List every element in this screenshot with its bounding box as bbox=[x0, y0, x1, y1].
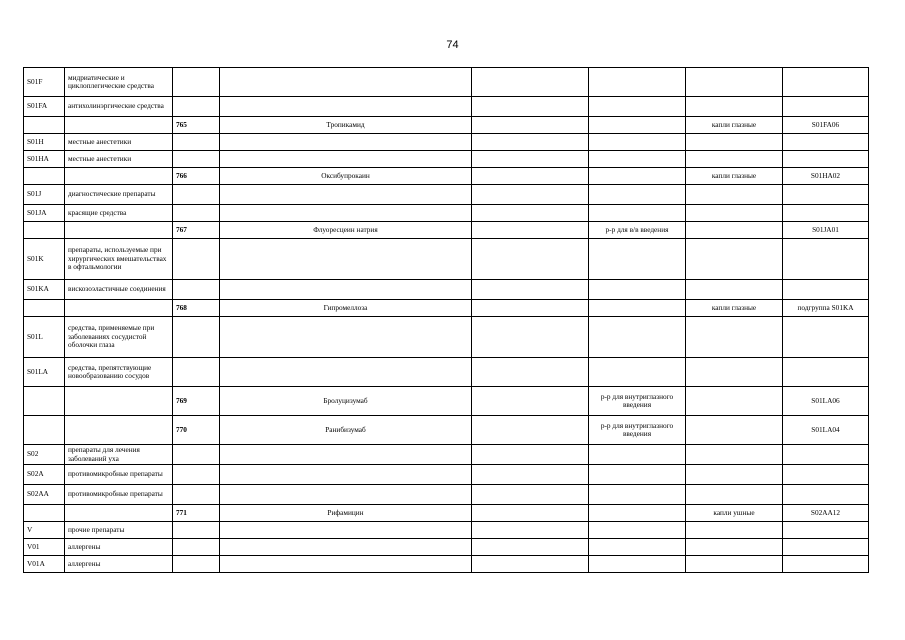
atc-code: S01LA06 bbox=[783, 387, 869, 416]
atc-code bbox=[783, 445, 869, 465]
atc-group-description: прочие препараты bbox=[65, 522, 173, 539]
atc-code: S01JA01 bbox=[783, 222, 869, 239]
dosage-form bbox=[589, 358, 686, 387]
atc-group-description: противомикробные препараты bbox=[65, 465, 173, 485]
item-number: 768 bbox=[173, 300, 220, 317]
drug-name bbox=[220, 239, 472, 280]
table-row bbox=[24, 239, 869, 280]
atc-group-description bbox=[65, 222, 173, 239]
atc-group-description: аллергены bbox=[65, 539, 173, 556]
atc-code bbox=[783, 556, 869, 573]
dosage-form bbox=[589, 300, 686, 317]
drug-name: Тропикамид bbox=[220, 117, 472, 134]
atc-code bbox=[783, 280, 869, 300]
atc-group-code: S02 bbox=[24, 445, 65, 465]
atc-group-description bbox=[65, 505, 173, 522]
atc-group-code: S01F bbox=[24, 68, 65, 97]
table-row bbox=[24, 205, 869, 222]
atc-group-code bbox=[24, 117, 65, 134]
form-detail bbox=[686, 239, 783, 280]
drug-name: Гипромеллоза bbox=[220, 300, 472, 317]
drug-name bbox=[220, 556, 472, 573]
form-detail bbox=[686, 539, 783, 556]
dosage-form bbox=[589, 97, 686, 117]
atc-group-code bbox=[24, 387, 65, 416]
atc-group-code: V01A bbox=[24, 556, 65, 573]
atc-group-description: препараты для лечения заболеваний уха bbox=[65, 445, 173, 465]
item-number bbox=[173, 134, 220, 151]
atc-code bbox=[783, 134, 869, 151]
item-number bbox=[173, 68, 220, 97]
form-detail bbox=[686, 97, 783, 117]
drug-name bbox=[220, 522, 472, 539]
item-number bbox=[173, 97, 220, 117]
atc-group-code: S01HA bbox=[24, 151, 65, 168]
table-row bbox=[24, 539, 869, 556]
atc-group-code bbox=[24, 416, 65, 445]
atc-group-description: мидриатические и циклоплегические средства bbox=[65, 68, 173, 97]
atc-code bbox=[783, 485, 869, 505]
atc-code bbox=[783, 151, 869, 168]
form-detail bbox=[686, 485, 783, 505]
drug-name bbox=[220, 151, 472, 168]
blank-cell bbox=[472, 505, 589, 522]
item-number bbox=[173, 445, 220, 465]
blank-cell bbox=[472, 445, 589, 465]
drug-name: Рифамицин bbox=[220, 505, 472, 522]
atc-code: S01HA02 bbox=[783, 168, 869, 185]
atc-group-description: препараты, используемые при хирургических вмешательствах в офтальмологии bbox=[65, 239, 173, 280]
atc-group-code bbox=[24, 168, 65, 185]
dosage-form bbox=[589, 539, 686, 556]
dosage-form bbox=[589, 505, 686, 522]
drug-name bbox=[220, 485, 472, 505]
drug-name bbox=[220, 205, 472, 222]
blank-cell bbox=[472, 134, 589, 151]
atc-group-code: S01H bbox=[24, 134, 65, 151]
blank-cell bbox=[472, 539, 589, 556]
blank-cell bbox=[472, 556, 589, 573]
dosage-form bbox=[589, 239, 686, 280]
table-row bbox=[24, 387, 869, 416]
atc-group-description bbox=[65, 117, 173, 134]
form-detail bbox=[686, 134, 783, 151]
atc-group-code: S01JA bbox=[24, 205, 65, 222]
form-detail bbox=[686, 185, 783, 205]
atc-group-code: V bbox=[24, 522, 65, 539]
form-detail bbox=[686, 445, 783, 465]
dosage-form bbox=[589, 185, 686, 205]
atc-code bbox=[783, 358, 869, 387]
atc-group-code: S01LA bbox=[24, 358, 65, 387]
blank-cell bbox=[472, 97, 589, 117]
table-row bbox=[24, 358, 869, 387]
dosage-form bbox=[589, 151, 686, 168]
atc-group-code bbox=[24, 505, 65, 522]
item-number: 771 bbox=[173, 505, 220, 522]
form-detail bbox=[686, 416, 783, 445]
table-row bbox=[24, 222, 869, 239]
blank-cell bbox=[472, 358, 589, 387]
atc-code bbox=[783, 239, 869, 280]
atc-group-description: местные анестетики bbox=[65, 134, 173, 151]
dosage-form bbox=[589, 317, 686, 358]
blank-cell bbox=[472, 185, 589, 205]
atc-group-description: антихолинэргические средства bbox=[65, 97, 173, 117]
form-detail: капли глазные bbox=[686, 117, 783, 134]
table-row bbox=[24, 465, 869, 485]
atc-group-description bbox=[65, 416, 173, 445]
form-detail bbox=[686, 151, 783, 168]
atc-code bbox=[783, 522, 869, 539]
drug-name: Ранибизумаб bbox=[220, 416, 472, 445]
table-row bbox=[24, 151, 869, 168]
atc-group-code: S01FA bbox=[24, 97, 65, 117]
atc-code: S02AA12 bbox=[783, 505, 869, 522]
item-number bbox=[173, 485, 220, 505]
item-number bbox=[173, 358, 220, 387]
table-row bbox=[24, 300, 869, 317]
table-row bbox=[24, 185, 869, 205]
form-detail bbox=[686, 522, 783, 539]
item-number: 770 bbox=[173, 416, 220, 445]
table-row bbox=[24, 505, 869, 522]
item-number: 765 bbox=[173, 117, 220, 134]
atc-group-description bbox=[65, 387, 173, 416]
blank-cell bbox=[472, 280, 589, 300]
item-number bbox=[173, 239, 220, 280]
blank-cell bbox=[472, 222, 589, 239]
drug-name bbox=[220, 445, 472, 465]
item-number bbox=[173, 151, 220, 168]
item-number bbox=[173, 465, 220, 485]
atc-code bbox=[783, 465, 869, 485]
atc-group-description: средства, препятствующие новообразованию сосудов bbox=[65, 358, 173, 387]
form-detail bbox=[686, 358, 783, 387]
item-number bbox=[173, 556, 220, 573]
drug-name bbox=[220, 97, 472, 117]
dosage-form bbox=[589, 556, 686, 573]
atc-code bbox=[783, 68, 869, 97]
blank-cell bbox=[472, 168, 589, 185]
item-number bbox=[173, 539, 220, 556]
atc-code: подгруппа S01KA bbox=[783, 300, 869, 317]
form-detail bbox=[686, 465, 783, 485]
drug-name: Бролуцизумаб bbox=[220, 387, 472, 416]
atc-group-description: вискозоэластичные соединения bbox=[65, 280, 173, 300]
form-detail bbox=[686, 68, 783, 97]
item-number bbox=[173, 205, 220, 222]
table-row bbox=[24, 280, 869, 300]
blank-cell bbox=[472, 239, 589, 280]
drug-name bbox=[220, 68, 472, 97]
atc-group-description bbox=[65, 168, 173, 185]
dosage-form bbox=[589, 522, 686, 539]
atc-group-code: S01KA bbox=[24, 280, 65, 300]
table-row bbox=[24, 97, 869, 117]
atc-group-code bbox=[24, 222, 65, 239]
blank-cell bbox=[472, 68, 589, 97]
drug-name bbox=[220, 280, 472, 300]
blank-cell bbox=[472, 205, 589, 222]
atc-code bbox=[783, 539, 869, 556]
drug-name bbox=[220, 465, 472, 485]
table-row bbox=[24, 317, 869, 358]
blank-cell bbox=[472, 416, 589, 445]
table-row bbox=[24, 68, 869, 97]
form-detail bbox=[686, 280, 783, 300]
atc-code bbox=[783, 205, 869, 222]
dosage-form bbox=[589, 280, 686, 300]
item-number bbox=[173, 522, 220, 539]
blank-cell bbox=[472, 151, 589, 168]
dosage-form bbox=[589, 465, 686, 485]
table-row bbox=[24, 556, 869, 573]
form-detail: капли глазные bbox=[686, 168, 783, 185]
form-detail bbox=[686, 317, 783, 358]
drug-name bbox=[220, 358, 472, 387]
dosage-form bbox=[589, 168, 686, 185]
dosage-form: р-р для внутриглазного введения bbox=[589, 416, 686, 445]
blank-cell bbox=[472, 485, 589, 505]
form-detail bbox=[686, 205, 783, 222]
blank-cell bbox=[472, 387, 589, 416]
atc-group-description bbox=[65, 300, 173, 317]
dosage-form bbox=[589, 205, 686, 222]
dosage-form bbox=[589, 445, 686, 465]
atc-group-description: средства, применяемые при заболеваниях сосудистой оболочки глаза bbox=[65, 317, 173, 358]
dosage-form bbox=[589, 485, 686, 505]
form-detail bbox=[686, 556, 783, 573]
atc-code bbox=[783, 97, 869, 117]
page-number: 74 bbox=[446, 39, 459, 51]
atc-group-code: S02A bbox=[24, 465, 65, 485]
atc-code bbox=[783, 185, 869, 205]
drug-name: Оксибупрокаин bbox=[220, 168, 472, 185]
form-detail: капли глазные bbox=[686, 300, 783, 317]
atc-group-description: диагностические препараты bbox=[65, 185, 173, 205]
blank-cell bbox=[472, 317, 589, 358]
item-number bbox=[173, 185, 220, 205]
item-number bbox=[173, 317, 220, 358]
table-row bbox=[24, 445, 869, 465]
table-row bbox=[24, 522, 869, 539]
blank-cell bbox=[472, 117, 589, 134]
item-number: 766 bbox=[173, 168, 220, 185]
form-detail bbox=[686, 222, 783, 239]
dosage-form bbox=[589, 117, 686, 134]
form-detail: капли ушные bbox=[686, 505, 783, 522]
dosage-form: р-р для в/в введения bbox=[589, 222, 686, 239]
drug-name bbox=[220, 317, 472, 358]
table-row bbox=[24, 117, 869, 134]
atc-group-code: S02AA bbox=[24, 485, 65, 505]
blank-cell bbox=[472, 522, 589, 539]
item-number: 769 bbox=[173, 387, 220, 416]
table-row bbox=[24, 134, 869, 151]
table-row bbox=[24, 416, 869, 445]
dosage-form bbox=[589, 68, 686, 97]
dosage-form: р-р для внутриглазного введения bbox=[589, 387, 686, 416]
atc-group-code bbox=[24, 300, 65, 317]
atc-group-code: S01K bbox=[24, 239, 65, 280]
atc-group-description: местные анестетики bbox=[65, 151, 173, 168]
item-number bbox=[173, 280, 220, 300]
drug-classification-table bbox=[23, 67, 869, 573]
atc-code: S01LA04 bbox=[783, 416, 869, 445]
atc-group-code: S01L bbox=[24, 317, 65, 358]
blank-cell bbox=[472, 300, 589, 317]
atc-group-description: красящие средства bbox=[65, 205, 173, 222]
table-row bbox=[24, 168, 869, 185]
atc-group-description: противомикробные препараты bbox=[65, 485, 173, 505]
form-detail bbox=[686, 387, 783, 416]
atc-code bbox=[783, 317, 869, 358]
atc-code: S01FA06 bbox=[783, 117, 869, 134]
drug-name bbox=[220, 539, 472, 556]
item-number: 767 bbox=[173, 222, 220, 239]
dosage-form bbox=[589, 134, 686, 151]
atc-group-code: S01J bbox=[24, 185, 65, 205]
drug-name: Флуоресцеин натрия bbox=[220, 222, 472, 239]
atc-group-code: V01 bbox=[24, 539, 65, 556]
drug-name bbox=[220, 185, 472, 205]
drug-name bbox=[220, 134, 472, 151]
table-row bbox=[24, 485, 869, 505]
blank-cell bbox=[472, 465, 589, 485]
atc-group-description: аллергены bbox=[65, 556, 173, 573]
